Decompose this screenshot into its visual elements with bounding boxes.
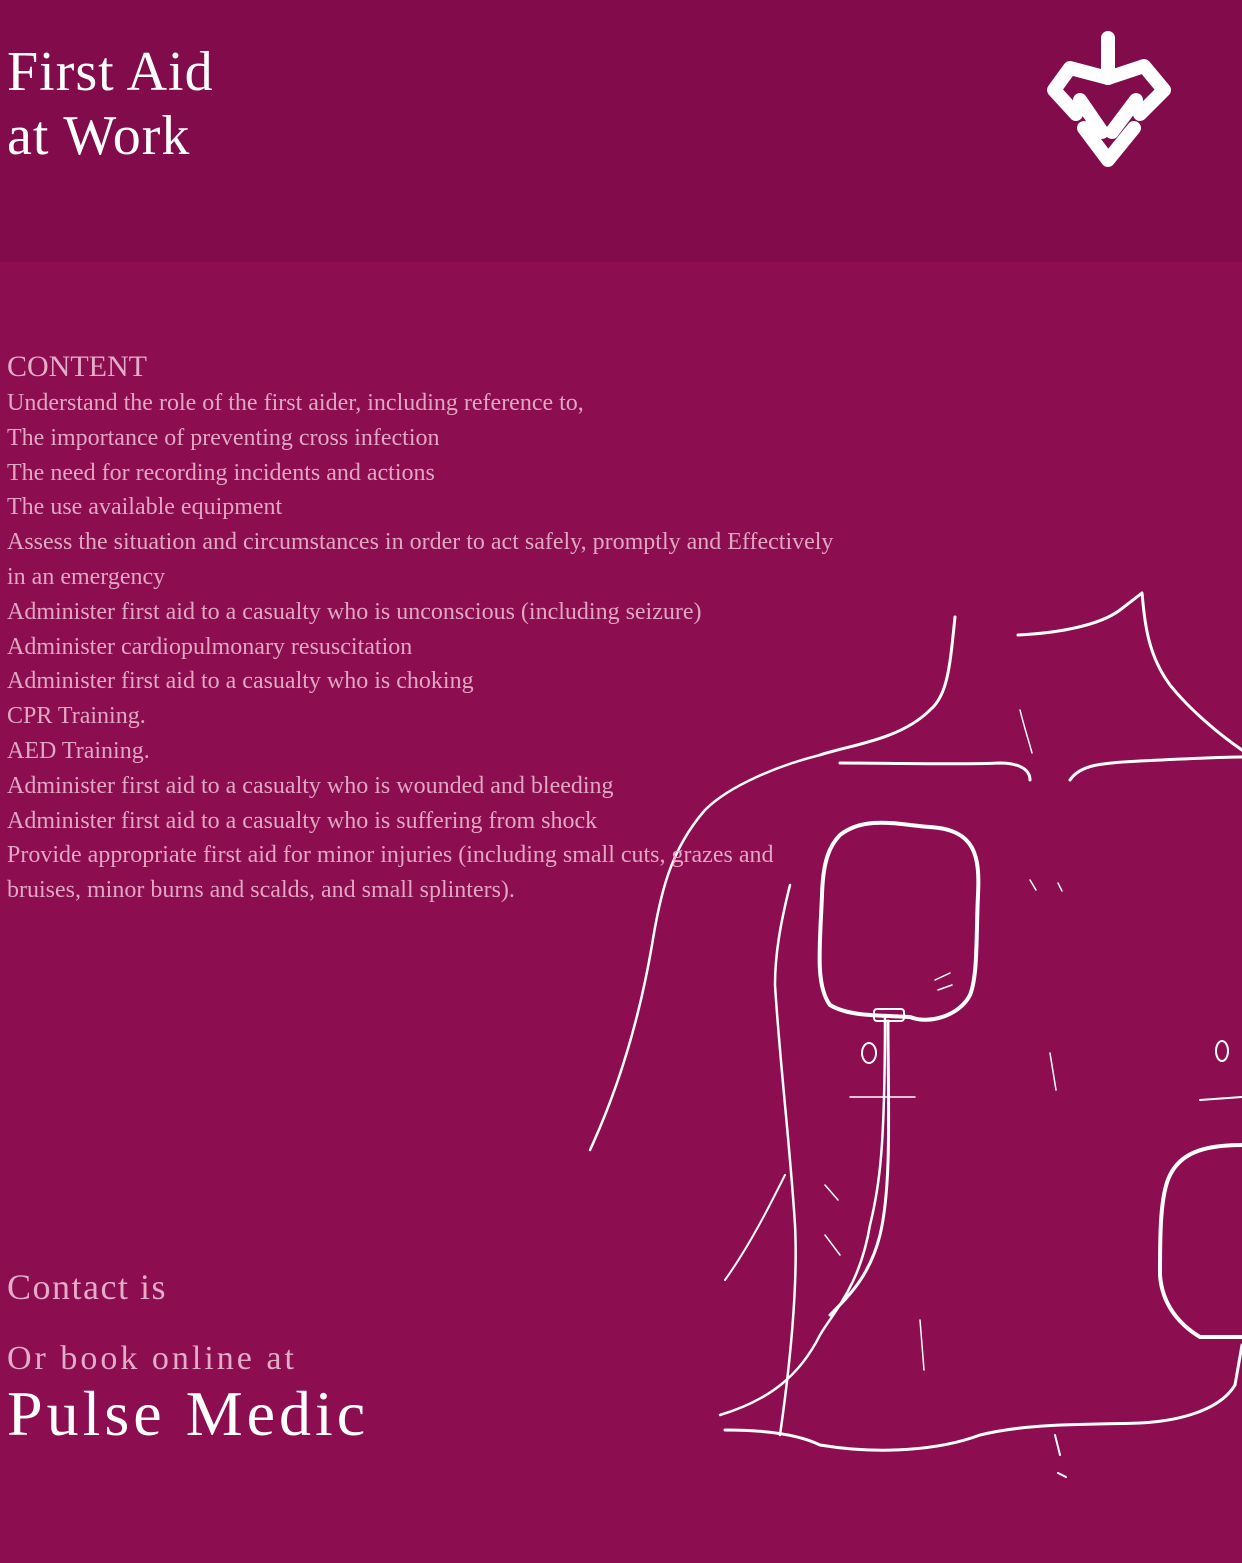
content-section — [7, 348, 907, 908]
content-heading: CONTENT — [7, 350, 147, 383]
list-item: Administer first aid to a casualty who is choking — [7, 668, 474, 695]
list-item: Administer first aid to a casualty who is suffering from shock — [7, 807, 598, 834]
header-band — [0, 0, 1242, 262]
list-item: Administer cardiopulmonary resuscitation — [7, 633, 413, 660]
list-item: The importance of preventing cross infection — [7, 424, 440, 451]
list-item: in an emergency — [7, 563, 166, 590]
content-list — [7, 386, 907, 908]
book-online-text: Or book online at — [7, 1340, 297, 1377]
page-title — [7, 40, 214, 168]
list-item: The need for recording incidents and actions — [7, 459, 435, 486]
list-item: CPR Training. — [7, 703, 146, 730]
title-line-2: at Work — [7, 105, 191, 167]
list-item: bruises, minor burns and scalds, and small splinters). — [7, 877, 515, 904]
list-item: Assess the situation and circumstances in order to act safely, promptly and Effectively — [7, 529, 834, 556]
list-item: Administer first aid to a casualty who is unconscious (including seizure) — [7, 598, 702, 625]
list-item: Provide appropriate first aid for minor injuries (including small cuts, grazes and — [7, 842, 774, 869]
title-line-1: First Aid — [7, 41, 214, 103]
brand-name: Pulse Medic — [7, 1378, 370, 1449]
list-item: Understand the role of the first aider, including reference to, — [7, 390, 584, 416]
list-item: Administer first aid to a casualty who is wounded and bleeding — [7, 772, 614, 799]
logo-icon — [1040, 28, 1180, 173]
contact-text: Contact is — [7, 1267, 167, 1307]
list-item: The use available equipment — [7, 494, 283, 521]
list-item: AED Training. — [7, 737, 150, 764]
